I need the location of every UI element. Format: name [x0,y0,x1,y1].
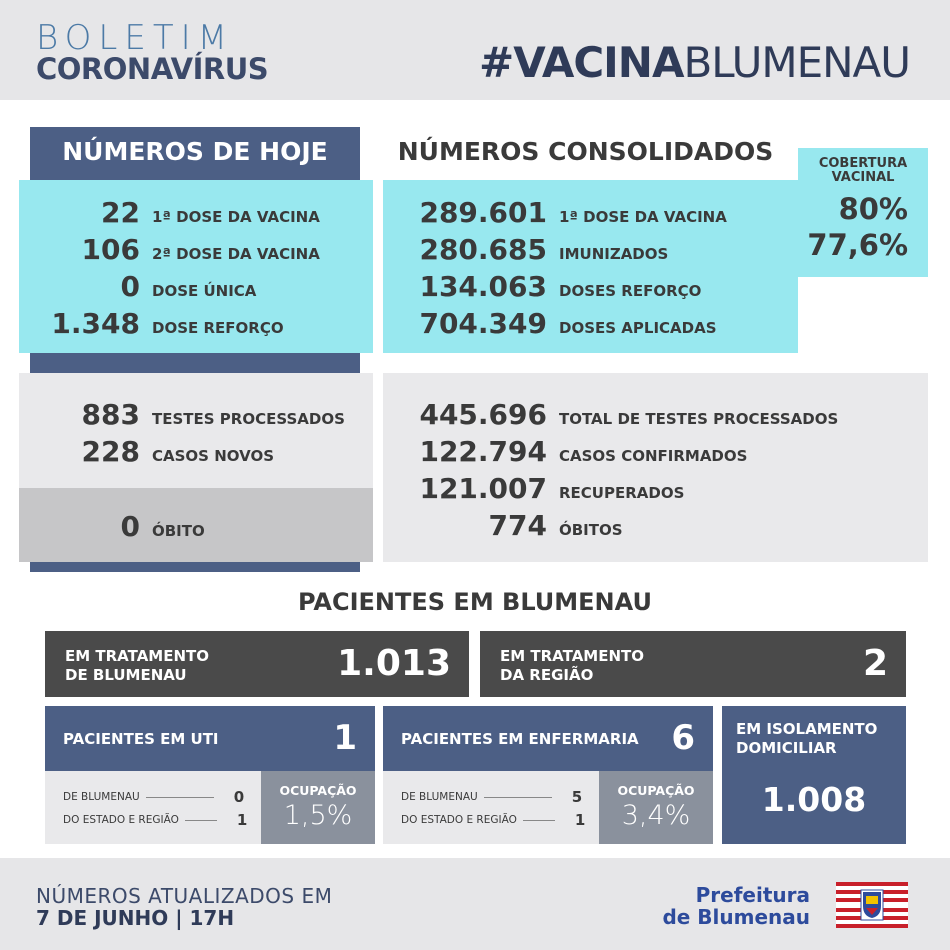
updated-date: 7 DE JUNHO | 17H [36,906,235,930]
uti-occupancy-label: OCUPAÇÃO [279,783,357,798]
consolidated-tests-list [383,398,838,546]
treat-region-label-line1: EM TRATAMENTO [500,647,645,665]
today-row [30,398,345,435]
treat-region-label [500,647,644,685]
today-deaths [30,510,205,543]
consolidated-label: IMUNIZADOS [559,245,669,263]
consolidated-value: 704.349 [419,307,547,340]
ward-row-label: DE BLUMENAU [401,791,478,803]
ward-row [401,788,582,806]
ward-row-line [523,820,555,821]
today-row [30,270,320,307]
uti-row-label: DO ESTADO E REGIÃO [63,814,179,826]
hashtag-bold: #VACINA [479,38,684,87]
today-vaccine-list [30,196,320,344]
today-label: TESTES PROCESSADOS [152,410,345,428]
ward-row-label: DO ESTADO E REGIÃO [401,814,517,826]
today-label: 1ª DOSE DA VACINA [152,208,320,226]
hashtag-light: BLUMENAU [683,38,910,87]
consolidated-title: NÚMEROS CONSOLIDADOS [397,137,774,166]
uti-row-label: DE BLUMENAU [63,791,140,803]
patients-title: PACIENTES EM BLUMENAU [298,588,652,616]
isolation-panel [722,706,906,844]
consolidated-label: DOSES APLICADAS [559,319,717,337]
updated-label: NÚMEROS ATUALIZADOS EM [36,884,333,908]
ward-detail-panel [383,771,599,844]
today-row [30,307,320,344]
today-label: DOSE ÚNICA [152,282,257,300]
today-value: 106 [81,233,140,266]
isolation-label-line2: DOMICILIAR [736,739,837,757]
ward-value: 6 [671,718,695,758]
ward-label: PACIENTES EM ENFERMARIA [401,730,639,748]
consolidated-value: 121.007 [419,472,547,505]
isolation-label [736,720,877,758]
uti-row-line [185,820,217,821]
consolidated-row [383,472,838,509]
treat-blumenau-label [65,647,209,685]
prefeitura-logo-text [660,884,810,928]
consolidated-label: CASOS CONFIRMADOS [559,447,748,465]
isolation-value: 1.008 [761,780,867,819]
ward-row-value: 5 [571,788,583,806]
ward-row-value: 1 [574,811,586,829]
consolidated-value: 289.601 [419,196,547,229]
today-value: 0 [120,510,140,543]
today-row [30,196,320,233]
today-value: 1.348 [51,307,140,340]
consolidated-row [383,270,727,307]
consolidated-row [383,398,838,435]
coverage-value: 80% [838,192,908,226]
treat-region-value: 2 [862,643,888,684]
isolation-label-line1: EM ISOLAMENTO [736,720,878,738]
ward-row-line [484,797,552,798]
coverage-value: 77,6% [807,228,908,262]
consolidated-row [383,435,838,472]
hashtag-title [479,38,910,87]
today-value: 0 [120,270,140,303]
blumenau-flag-icon [836,882,908,928]
consolidated-row [383,196,727,233]
treat-region-label-line2: DA REGIÃO [500,666,594,684]
today-value: 22 [101,196,140,229]
consolidated-value: 122.794 [419,435,547,468]
today-value: 883 [81,398,140,431]
consolidated-label: 1ª DOSE DA VACINA [559,208,727,226]
consolidated-value: 134.063 [419,270,547,303]
consolidated-value: 774 [488,509,547,542]
coverage-title: COBERTURA VACINAL [818,156,908,185]
today-row [30,233,320,270]
treat-region-panel [480,631,906,697]
uti-detail-panel [45,771,261,844]
ward-occupancy-value: 3,4% [621,800,691,831]
today-value: 228 [81,435,140,468]
consolidated-row [383,233,727,270]
ward-panel [383,706,713,771]
today-label: CASOS NOVOS [152,447,274,465]
treat-blumenau-value: 1.013 [337,643,451,684]
logo-line1: Prefeitura [695,883,810,907]
consolidated-label: DOSES REFORÇO [559,282,702,300]
treat-blumenau-label-line2: DE BLUMENAU [65,666,187,684]
uti-row [63,788,244,806]
ward-occupancy-label: OCUPAÇÃO [617,783,695,798]
today-tests-list [30,398,345,472]
today-label: ÓBITO [152,522,205,540]
uti-row-value: 1 [236,811,248,829]
consolidated-label: RECUPERADOS [559,484,685,502]
consolidated-value: 445.696 [419,398,547,431]
consolidated-vaccine-list [383,196,727,344]
uti-occupancy-value: 1,5% [283,800,353,831]
consolidated-row [383,509,838,546]
brand-line-coronavirus: CORONAVÍRUS [36,52,269,86]
consolidated-value: 280.685 [419,233,547,266]
consolidated-row [383,307,727,344]
consolidated-label: TOTAL DE TESTES PROCESSADOS [559,410,839,428]
uti-row [63,811,247,829]
today-label: DOSE REFORÇO [152,319,284,337]
uti-label: PACIENTES EM UTI [63,730,219,748]
ward-occupancy-panel [599,771,713,844]
today-label: 2ª DOSE DA VACINA [152,245,320,263]
uti-row-line [146,797,214,798]
brand-line-boletim: BOLETIM [36,18,234,58]
consolidated-label: ÓBITOS [559,521,623,539]
today-title: NÚMEROS DE HOJE [62,137,328,166]
uti-panel [45,706,375,771]
ward-row [401,811,585,829]
uti-occupancy-panel [261,771,375,844]
logo-line2: de Blumenau [662,905,810,929]
treat-blumenau-label-line1: EM TRATAMENTO [65,647,210,665]
uti-row-value: 0 [233,788,245,806]
today-row [30,435,345,472]
treat-blumenau-panel [45,631,469,697]
uti-value: 1 [333,718,357,758]
today-row [30,510,205,543]
